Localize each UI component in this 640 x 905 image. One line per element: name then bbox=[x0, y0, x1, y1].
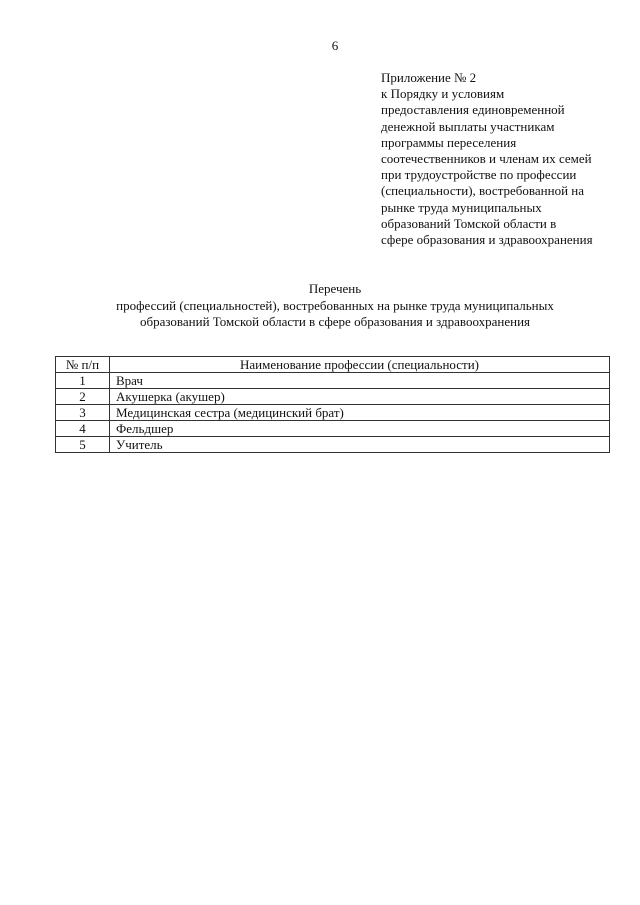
header-profession-name: Наименование профессии (специальности) bbox=[110, 357, 610, 373]
professions-table bbox=[55, 356, 610, 453]
table-row bbox=[56, 389, 610, 405]
row-profession: Учитель bbox=[110, 437, 610, 453]
appendix-line: рынке труда муниципальных bbox=[381, 199, 542, 215]
appendix-line: предоставления единовременной bbox=[381, 102, 565, 118]
document-title: Перечень bbox=[308, 281, 362, 296]
row-number: 4 bbox=[56, 421, 110, 437]
appendix-line: к Порядку и условиям bbox=[381, 86, 505, 102]
appendix-line: образований Томской области в bbox=[381, 215, 557, 231]
document-heading bbox=[60, 281, 610, 331]
appendix-line: Приложение № 2 bbox=[381, 70, 477, 85]
appendix-line: денежной выплаты участникам bbox=[381, 118, 555, 134]
table-header-row bbox=[56, 357, 610, 373]
header-number: № п/п bbox=[56, 357, 110, 373]
appendix-line: программы переселения bbox=[381, 134, 517, 150]
appendix-line: сфере образования и здравоохранения bbox=[381, 232, 593, 248]
page-number: 6 bbox=[331, 38, 339, 53]
row-number: 3 bbox=[56, 405, 110, 421]
appendix-line: (специальности), востребованной на bbox=[381, 183, 585, 199]
appendix-line: соотечественников и членам их семей bbox=[381, 151, 592, 167]
row-profession: Акушерка (акушер) bbox=[110, 389, 610, 405]
appendix-block bbox=[381, 70, 631, 248]
row-number: 5 bbox=[56, 437, 110, 453]
table-row bbox=[56, 421, 610, 437]
document-subtitle-line: образований Томской области в сфере образования и здравоохранения bbox=[139, 314, 531, 329]
table-row bbox=[56, 437, 610, 453]
row-profession: Фельдшер bbox=[110, 421, 610, 437]
row-number: 1 bbox=[56, 373, 110, 389]
appendix-line: при трудоустройстве по профессии bbox=[381, 167, 577, 183]
row-profession: Медицинская сестра (медицинский брат) bbox=[110, 405, 610, 421]
document-subtitle-line: профессий (специальностей), востребованных на рынке труда муниципальных bbox=[116, 297, 554, 313]
table-row bbox=[56, 405, 610, 421]
row-number: 2 bbox=[56, 389, 110, 405]
row-profession: Врач bbox=[110, 373, 610, 389]
table-row bbox=[56, 373, 610, 389]
